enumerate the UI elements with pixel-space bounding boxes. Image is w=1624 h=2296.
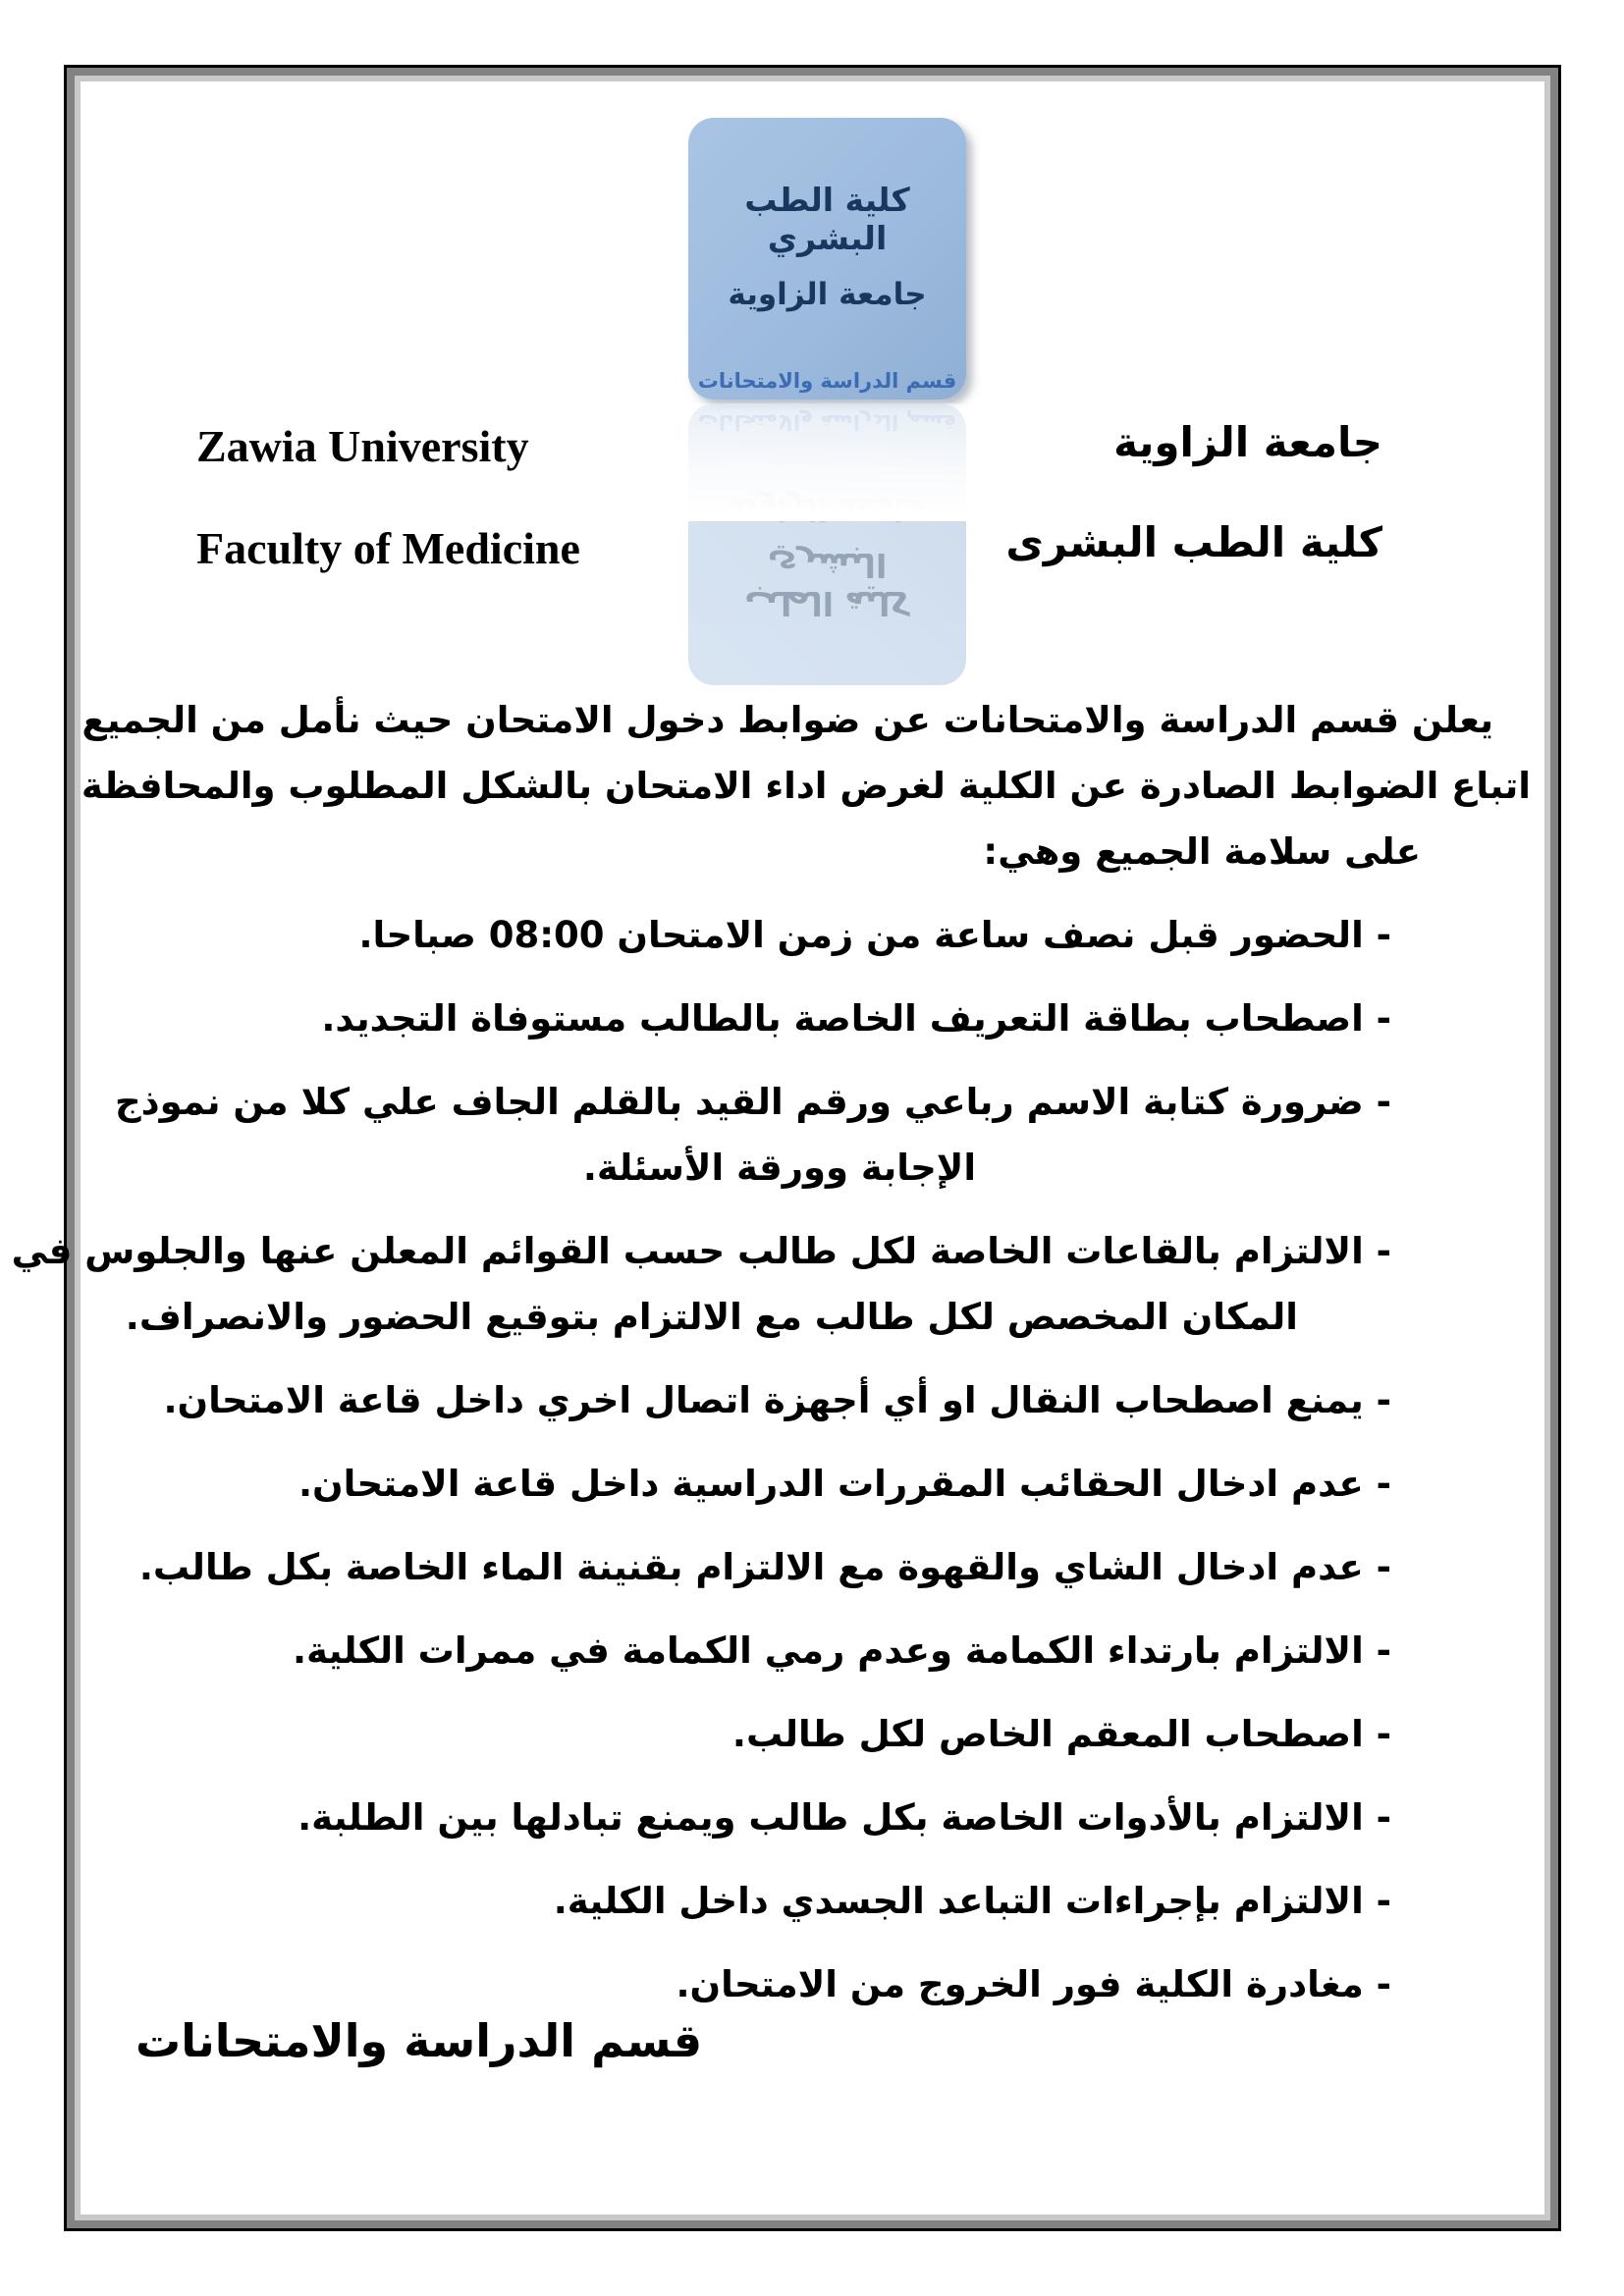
intro-line-3: على سلامة الجميع وهي: — [983, 830, 1421, 873]
rule-item-line: - ضرورة كتابة الاسم رباعي ورقم القيد بالقلم الجاف علي كلا من نموذج — [114, 1081, 1391, 1123]
rule-item-line: - يمنع اصطحاب النقال او أي أجهزة اتصال اخري داخل قاعة الامتحان. — [163, 1379, 1391, 1421]
header-english-faculty: Faculty of Medicine — [196, 523, 580, 573]
rule-item — [93, 902, 1531, 968]
faculty-logo — [688, 118, 966, 400]
rule-item — [93, 1367, 1531, 1433]
rule-item-line: - الالتزام بارتداء الكمامة وعدم رمي الكمامة في ممرات الكلية. — [292, 1629, 1391, 1672]
rule-item — [93, 1069, 1531, 1201]
logo-faculty-name: كلية الطب البشري — [744, 181, 910, 257]
rule-item-line: - الحضور قبل نصف ساعة من زمن الامتحان 08:00 صباحا. — [358, 914, 1391, 956]
logo-reflection-copy: كلية الطب البشري — [688, 403, 966, 685]
rule-item-line: - الالتزام بالأدوات الخاصة بكل طالب ويمنع تبادلها بين الطلبة. — [298, 1796, 1391, 1839]
rule-item — [93, 1868, 1531, 1934]
rule-item — [93, 1951, 1531, 2017]
rule-item-line: - مغادرة الكلية فور الخروج من الامتحان. — [676, 1963, 1391, 2005]
header-arabic-university: جامعة الزاوية — [1113, 418, 1382, 466]
rule-item — [93, 1701, 1531, 1767]
logo-university-name: جامعة الزاوية — [728, 277, 927, 312]
rule-item-line: - عدم ادخال الشاي والقهوة مع الالتزام بقنينة الماء الخاصة بكل طالب. — [138, 1546, 1391, 1588]
intro-line-2: اتباع الضوابط الصادرة عن الكلية لغرض اداء الامتحان بالشكل المطلوب والمحافظة — [81, 765, 1531, 807]
rule-item-line: - اصطحاب المعقم الخاص لكل طالب. — [731, 1713, 1391, 1755]
rule-item-line: المكان المخصص لكل طالب مع الالتزام بتوقيع الحضور والانصراف. — [125, 1296, 1298, 1338]
header-english-university: Zawia University — [196, 421, 529, 471]
rule-item — [93, 1451, 1531, 1517]
intro-line-1: يعلن قسم الدراسة والامتحانات عن ضوابط دخول الامتحان حيث نأمل من الجميع — [81, 699, 1493, 741]
header-english — [196, 422, 580, 573]
rule-item — [11, 1218, 1531, 1350]
rule-item — [93, 1618, 1531, 1683]
footer-signature: قسم الدراسة والامتحانات — [135, 2014, 703, 2067]
rule-item-line: - عدم ادخال الحقائب المقررات الدراسية داخل قاعة الامتحان. — [298, 1463, 1391, 1505]
logo-department-name: قسم الدراسة والامتحانات — [697, 369, 957, 393]
rule-item-line: - اصطحاب بطاقة التعريف الخاصة بالطالب مستوفاة التجديد. — [321, 997, 1391, 1040]
rule-item-line: - الالتزام بإجراءات التباعد الجسدي داخل الكلية. — [553, 1880, 1391, 1922]
rule-item-line: الإجابة وورقة الأسئلة. — [582, 1147, 976, 1189]
header-arabic — [1005, 418, 1382, 567]
logo-reflection — [688, 403, 966, 622]
rule-item-line: - الالتزام بالقاعات الخاصة لكل طالب حسب القوائم المعلن عنها والجلوس في — [11, 1230, 1391, 1272]
rule-item — [93, 1785, 1531, 1850]
rule-item — [93, 986, 1531, 1051]
announcement-body — [11, 687, 1531, 2017]
logo-reflection-fade — [688, 403, 966, 521]
rule-item — [93, 1534, 1531, 1600]
header-arabic-faculty: كلية الطب البشرى — [1005, 518, 1382, 566]
